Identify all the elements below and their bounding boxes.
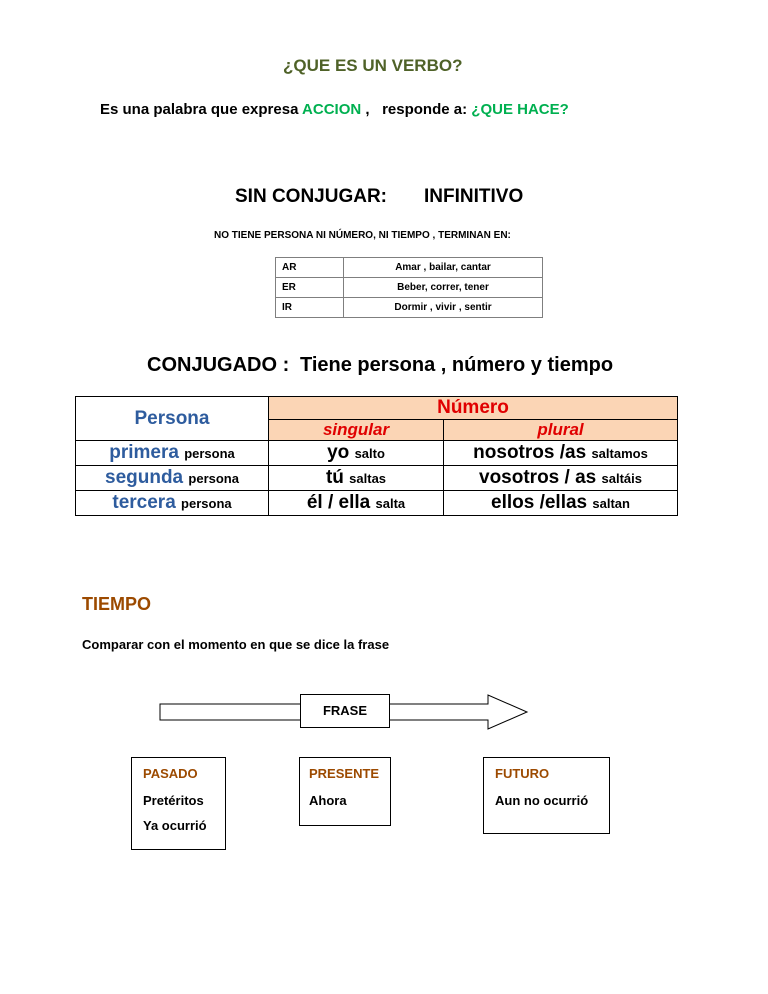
singular-pronoun: yo [327,442,350,463]
sin-conjugar-label: SIN CONJUGAR: [235,186,388,207]
examples-cell: Amar , bailar, cantar [344,258,543,278]
persona-cell [76,441,269,466]
plural-pronoun: ellos /ellas [491,492,588,513]
table-row [76,441,678,466]
persona-header: Persona [76,397,269,441]
futuro-box [483,757,610,834]
definition-middle: responde a: [382,101,468,118]
table-row [276,278,543,298]
ending-cell: IR [276,298,344,318]
numero-header: Número [269,397,678,420]
futuro-line-1: Aun no ocurrió [495,793,589,808]
singular-pronoun: él / ella [306,492,371,513]
plural-cell [444,441,678,466]
plural-cell [444,466,678,491]
plural-pronoun: nosotros /as [473,442,587,463]
singular-cell [269,491,444,516]
plural-pronoun: vosotros / as [479,467,597,488]
plural-verb: saltáis [601,471,642,486]
tiempo-heading: TIEMPO [82,594,152,614]
table-row [76,466,678,491]
plural-cell [444,491,678,516]
singular-cell [269,466,444,491]
persona-word: segunda [105,467,184,488]
table-header-row [76,397,678,420]
definition-prefix: Es una palabra que expresa [100,101,299,118]
plural-verb: saltamos [591,446,648,461]
infinitivo-label: INFINITIVO [424,186,524,207]
table-row [276,258,543,278]
definition-comma: , [365,101,370,118]
persona-suffix: persona [181,496,232,511]
persona-word: primera [109,442,179,463]
ending-cell: AR [276,258,344,278]
presente-line-1: Ahora [309,793,347,808]
pasado-box [131,757,226,850]
singular-header: singular [269,420,444,441]
plural-verb: saltan [592,496,630,511]
singular-verb: salta [375,496,406,511]
examples-cell: Dormir , vivir , sentir [344,298,543,318]
page-title: ¿QUE ES UN VERBO? [283,56,463,75]
presente-box [299,757,391,826]
conjugado-label: CONJUGADO : [147,354,290,376]
frase-box [300,694,390,728]
accion-word: ACCION [302,101,362,118]
pasado-title: PASADO [143,766,198,781]
pasado-line-1: Pretéritos [143,793,204,808]
persona-word: tercera [112,492,176,513]
persona-cell [76,491,269,516]
definition-line [100,101,569,118]
tiempo-description: Comparar con el momento en que se dice la frase [82,637,390,652]
examples-cell: Beber, correr, tener [344,278,543,298]
persona-numero-table [75,396,678,516]
plural-header: plural [444,420,678,441]
singular-pronoun: tú [325,467,344,488]
persona-cell [76,466,269,491]
singular-cell [269,441,444,466]
endings-table [275,257,543,318]
singular-verb: saltas [349,471,387,486]
futuro-title: FUTURO [495,766,550,781]
sin-conjugar-note: NO TIENE PERSONA NI NÚMERO, NI TIEMPO , TERMINAN EN: [214,230,511,241]
frase-label: FRASE [322,703,368,718]
singular-verb: salto [354,446,385,461]
table-row [276,298,543,318]
table-row [76,491,678,516]
persona-suffix: persona [184,446,235,461]
persona-suffix: persona [188,471,239,486]
conjugado-value: Tiene persona , número y tiempo [300,354,614,376]
que-hace-question: ¿QUE HACE? [471,101,569,118]
ending-cell: ER [276,278,344,298]
pasado-line-2: Ya ocurrió [143,818,207,833]
presente-title: PRESENTE [309,766,380,781]
